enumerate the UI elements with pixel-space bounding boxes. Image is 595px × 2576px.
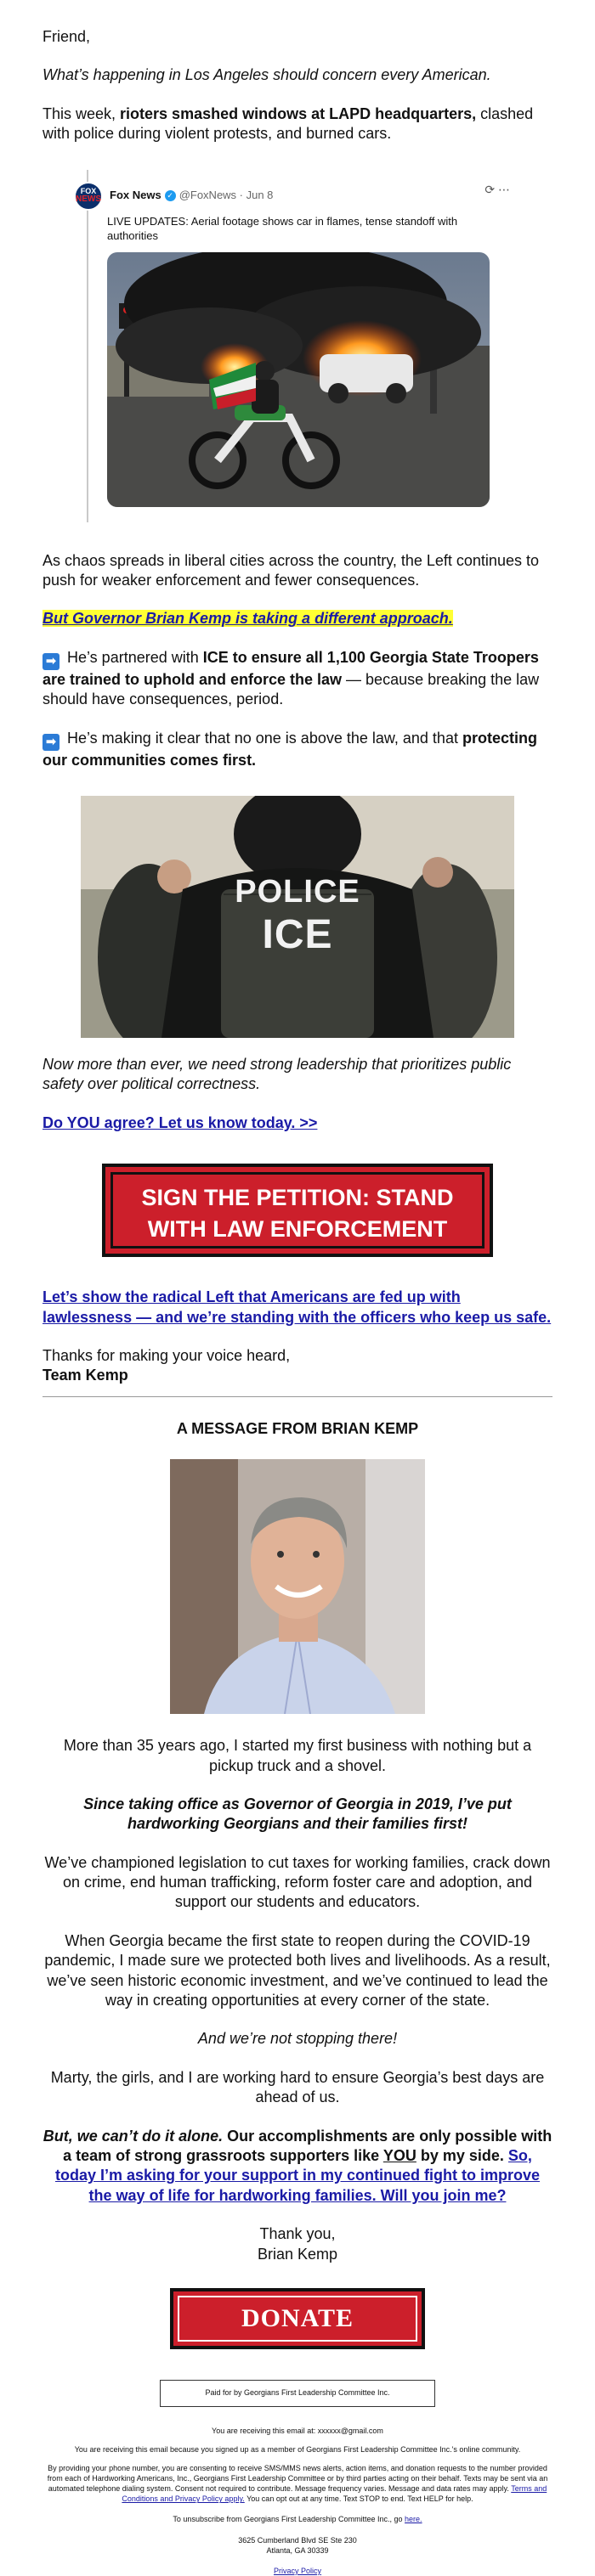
message-p2: Since taking office as Governor of Georgia in 2019, I’ve put hardworking Georgians and their families first! (83, 1795, 512, 1833)
tweet-embed[interactable] (76, 170, 510, 522)
intro-paragraph: This week, rioters smashed windows at LAPD headquarters, clashed with police during violent protests, and burned cars. (42, 104, 534, 143)
message-p5: And we’re not stopping there! (197, 2030, 398, 2048)
message-p3: We’ve championed legislation to cut taxes for working families, crack down on crime, end human trafficking, reform foster care and adoption, and support our students and educators. (44, 1853, 551, 1911)
closing-thanks: Thank you, (259, 2225, 336, 2243)
receiving-email-text: You are receiving this email at: xxxxxx@gmail.com (212, 2426, 383, 2435)
signup-reason-text: You are receiving this email because you signed up as a member of Georgians First Leadership Committee Inc.'s online community. (74, 2444, 521, 2454)
unsubscribe-link[interactable]: here. (405, 2515, 422, 2524)
privacy-policy-link[interactable]: Privacy Policy (273, 2566, 321, 2575)
message-p4: When Georgia became the first state to reopen during the COVID-19 pandemic, I made sure we protected both lives and livelihoods. As a result, we’ve seen historic economic investment, and we’ve continued to lead the way in creating opportunities at every corner of the state. (44, 1931, 551, 2010)
sms-consent-text: By providing your phone number, you are consenting to receive SMS/MMS news alerts, action items, and donation requests to the number provided from each of Hardworking Americans, Inc., Georgians First Leadership Committee or by third parties acting on their behalf. Texts may be sent via an automated telephone dialing system. Consent not required to contribute. Message frequency varies. Message and data rates may apply. Terms and Conditions and Privacy Policy apply. You can opt out at any time. Text STOP to end. Text HELP for help. (47, 2463, 548, 2504)
ice-officer-photo (81, 796, 514, 1038)
bullet-ice-partnership: ➡ He’s partnered with ICE to ensure all 1,100 Georgia State Troopers are trained to uphold and enforce the law — because breaking the law should have consequences, period. (42, 648, 540, 708)
message-p6: Marty, the girls, and I are working hard to ensure Georgia’s best days are ahead of us. (50, 2068, 545, 2106)
bullet-no-one-above-law: ➡ He’s making it clear that no one is above the law, and that protecting our communities comes first. (42, 729, 537, 769)
section-divider (42, 1396, 552, 1397)
message-p7: But, we can’t do it alone. Our accomplishments are only possible with a team of strong grassroots supporters like YOU by my side. So, today I’m asking for your support in my continued fight to improve the way of life for hardworking families. Will you join me? (42, 2127, 552, 2204)
verified-badge-icon: ✓ (165, 190, 176, 201)
agree-link-line (42, 1113, 552, 1133)
tweet-text: LIVE UPDATES: Aerial footage shows car in flames, tense standoff with authorities (107, 214, 458, 243)
tweet-handle-date[interactable]: @FoxNews · Jun 8 (178, 189, 274, 202)
burning-car-scene (107, 252, 490, 507)
leadership-paragraph: Now more than ever, we need strong leadership that prioritizes public safety over political correctness. (42, 1056, 512, 1093)
tweet-header (76, 182, 510, 211)
sign-petition-button[interactable]: SIGN THE PETITION: STAND WITH LAW ENFORCEMENT (102, 1164, 493, 1257)
message-title: A MESSAGE FROM BRIAN KEMP (176, 1419, 419, 1437)
different-approach-text: But Governor Brian Kemp is taking a different approach. (42, 610, 453, 628)
lead-text: What’s happening in Los Angeles should concern every American. (42, 66, 491, 84)
terms-link[interactable]: Terms and Conditions and Privacy Policy apply. (122, 2484, 547, 2504)
chaos-paragraph: As chaos spreads in liberal cities across the country, the Left continues to push for weaker enforcement and fewer consequences. (42, 551, 539, 589)
show-radical-left-link[interactable]: Let’s show the radical Left that Americans are fed up with lawlessness — and we’re standing with the officers who keep us safe. (42, 1288, 552, 1326)
fox-news-logo-icon: FOX NEWS (74, 182, 103, 211)
show-link-line (42, 1288, 552, 1327)
greeting: Friend, (42, 28, 91, 45)
thanks-text: Thanks for making your voice heard, (42, 1346, 291, 1364)
team-kemp-signature: Team Kemp (42, 1367, 128, 1384)
tweet-actions-icon[interactable]: ⟳ ⋯ (484, 182, 510, 196)
paid-for-disclaimer: Paid for by Georgians First Leadership Committee Inc. (160, 2380, 435, 2407)
message-p1: More than 35 years ago, I started my first business with nothing but a pickup truck and a shovel. (63, 1737, 532, 1774)
closing-signature: Brian Kemp (257, 2245, 338, 2263)
tweet-author[interactable]: Fox News (110, 189, 162, 202)
ice-vest-patch: POLICE ICE (235, 874, 360, 957)
brian-kemp-portrait (170, 1459, 425, 1714)
agree-link[interactable]: Do YOU agree? Let us know today. >> (42, 1113, 318, 1131)
privacy-policy-line (42, 2566, 552, 2576)
right-arrow-icon: ➡ (42, 734, 60, 751)
tweet-media-image[interactable] (107, 252, 490, 507)
right-arrow-icon: ➡ (42, 653, 60, 670)
brian-kemp-photo (170, 1459, 425, 1714)
unsubscribe-text: To unsubscribe from Georgians First Leadership Committee Inc., go here. (173, 2515, 422, 2524)
donate-button[interactable]: DONATE (170, 2288, 425, 2349)
address-line-1: 3625 Cumberland Blvd SE Ste 230 (238, 2535, 357, 2545)
address-line-2: Atlanta, GA 30339 (266, 2545, 329, 2555)
support-link[interactable]: So, today I’m asking for your support in my continued fight to improve the way of life for hardworking families. Will you join me? (54, 2146, 541, 2204)
